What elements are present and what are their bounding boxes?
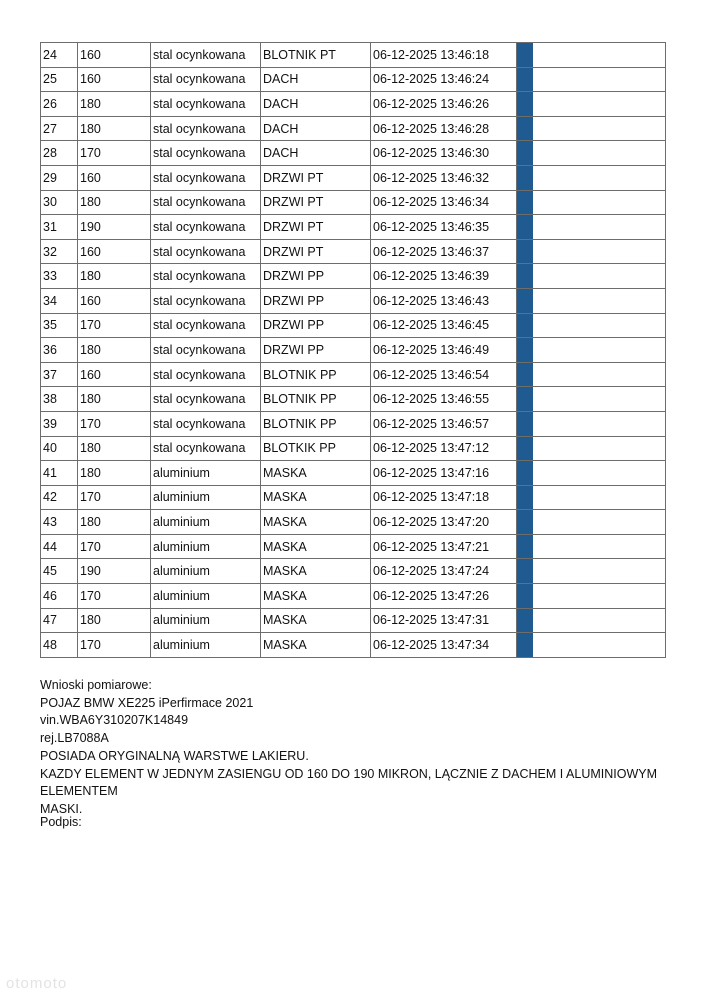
- indicator-bar: [517, 215, 533, 240]
- element-cell: BLOTNIK PT: [261, 43, 371, 68]
- timestamp-cell: 06-12-2025 13:46:26: [371, 92, 517, 117]
- table-row: [41, 608, 666, 633]
- indicator-cell: [517, 411, 666, 436]
- material-cell: stal ocynkowana: [151, 92, 261, 117]
- table-row: [41, 313, 666, 338]
- thickness-range-line-1: KAZDY ELEMENT W JEDNYM ZASIENGU OD 160 DO 190 MIKRON, LĄCZNIE Z DACHEM I ALUMINIOWYM ELEMENTEM: [40, 766, 658, 799]
- row-number-cell: 25: [41, 67, 78, 92]
- timestamp-cell: 06-12-2025 13:47:16: [371, 461, 517, 486]
- thickness-cell: 180: [78, 338, 151, 363]
- material-cell: stal ocynkowana: [151, 215, 261, 240]
- timestamp-cell: 06-12-2025 13:46:34: [371, 190, 517, 215]
- element-cell: DRZWI PP: [261, 313, 371, 338]
- thickness-cell: 170: [78, 534, 151, 559]
- material-cell: stal ocynkowana: [151, 190, 261, 215]
- indicator-cell: [517, 633, 666, 658]
- material-cell: stal ocynkowana: [151, 264, 261, 289]
- element-cell: DACH: [261, 141, 371, 166]
- element-cell: BLOTKIK PP: [261, 436, 371, 461]
- row-number-cell: 37: [41, 362, 78, 387]
- indicator-bar: [517, 362, 533, 387]
- row-number-cell: 33: [41, 264, 78, 289]
- timestamp-cell: 06-12-2025 13:47:26: [371, 584, 517, 609]
- indicator-cell: [517, 313, 666, 338]
- row-number-cell: 44: [41, 534, 78, 559]
- indicator-bar: [517, 534, 533, 559]
- row-number-cell: 27: [41, 116, 78, 141]
- indicator-bar: [517, 165, 533, 190]
- element-cell: DACH: [261, 116, 371, 141]
- timestamp-cell: 06-12-2025 13:47:34: [371, 633, 517, 658]
- indicator-cell: [517, 67, 666, 92]
- element-cell: DRZWI PP: [261, 264, 371, 289]
- table-row: [41, 190, 666, 215]
- thickness-cell: 180: [78, 510, 151, 535]
- row-number-cell: 43: [41, 510, 78, 535]
- material-cell: stal ocynkowana: [151, 43, 261, 68]
- table-row: [41, 411, 666, 436]
- thickness-cell: 180: [78, 116, 151, 141]
- table-row: [41, 510, 666, 535]
- measurement-table-body: [41, 43, 666, 658]
- indicator-bar: [517, 116, 533, 141]
- material-cell: stal ocynkowana: [151, 313, 261, 338]
- thickness-cell: 170: [78, 313, 151, 338]
- row-number-cell: 30: [41, 190, 78, 215]
- thickness-cell: 170: [78, 411, 151, 436]
- material-cell: aluminium: [151, 534, 261, 559]
- material-cell: aluminium: [151, 633, 261, 658]
- indicator-bar: [517, 313, 533, 338]
- timestamp-cell: 06-12-2025 13:46:54: [371, 362, 517, 387]
- thickness-cell: 160: [78, 288, 151, 313]
- table-row: [41, 264, 666, 289]
- timestamp-cell: 06-12-2025 13:46:37: [371, 239, 517, 264]
- element-cell: DRZWI PT: [261, 165, 371, 190]
- indicator-bar: [517, 338, 533, 363]
- thickness-cell: 180: [78, 92, 151, 117]
- indicator-cell: [517, 485, 666, 510]
- indicator-cell: [517, 116, 666, 141]
- table-row: [41, 239, 666, 264]
- conclusions-heading: Wnioski pomiarowe:: [40, 678, 152, 692]
- material-cell: stal ocynkowana: [151, 362, 261, 387]
- indicator-bar: [517, 67, 533, 92]
- indicator-bar: [517, 584, 533, 609]
- thickness-cell: 180: [78, 387, 151, 412]
- timestamp-cell: 06-12-2025 13:47:31: [371, 608, 517, 633]
- element-cell: MASKA: [261, 485, 371, 510]
- timestamp-cell: 06-12-2025 13:46:39: [371, 264, 517, 289]
- table-row: [41, 461, 666, 486]
- row-number-cell: 39: [41, 411, 78, 436]
- table-row: [41, 485, 666, 510]
- element-cell: DACH: [261, 92, 371, 117]
- table-row: [41, 43, 666, 68]
- element-cell: DACH: [261, 67, 371, 92]
- row-number-cell: 40: [41, 436, 78, 461]
- indicator-bar: [517, 92, 533, 117]
- thickness-cell: 170: [78, 485, 151, 510]
- table-row: [41, 559, 666, 584]
- thickness-cell: 180: [78, 264, 151, 289]
- material-cell: aluminium: [151, 608, 261, 633]
- material-cell: aluminium: [151, 584, 261, 609]
- material-cell: aluminium: [151, 559, 261, 584]
- row-number-cell: 46: [41, 584, 78, 609]
- material-cell: stal ocynkowana: [151, 436, 261, 461]
- thickness-cell: 180: [78, 608, 151, 633]
- indicator-bar: [517, 43, 533, 68]
- watermark: otomoto: [6, 975, 68, 992]
- row-number-cell: 42: [41, 485, 78, 510]
- material-cell: stal ocynkowana: [151, 239, 261, 264]
- indicator-bar: [517, 559, 533, 584]
- thickness-range-line-2: MASKI.: [40, 801, 83, 816]
- element-cell: MASKA: [261, 510, 371, 535]
- indicator-cell: [517, 584, 666, 609]
- indicator-cell: [517, 436, 666, 461]
- material-cell: stal ocynkowana: [151, 165, 261, 190]
- table-row: [41, 534, 666, 559]
- table-row: [41, 92, 666, 117]
- element-cell: DRZWI PT: [261, 215, 371, 240]
- element-cell: MASKA: [261, 608, 371, 633]
- table-row: [41, 584, 666, 609]
- thickness-cell: 180: [78, 190, 151, 215]
- timestamp-cell: 06-12-2025 13:46:28: [371, 116, 517, 141]
- indicator-cell: [517, 43, 666, 68]
- timestamp-cell: 06-12-2025 13:47:24: [371, 559, 517, 584]
- row-number-cell: 29: [41, 165, 78, 190]
- element-cell: MASKA: [261, 584, 371, 609]
- material-cell: stal ocynkowana: [151, 116, 261, 141]
- thickness-cell: 160: [78, 43, 151, 68]
- row-number-cell: 47: [41, 608, 78, 633]
- table-row: [41, 67, 666, 92]
- thickness-cell: 170: [78, 633, 151, 658]
- thickness-cell: 170: [78, 584, 151, 609]
- indicator-bar: [517, 288, 533, 313]
- table-row: [41, 436, 666, 461]
- element-cell: MASKA: [261, 461, 371, 486]
- indicator-bar: [517, 411, 533, 436]
- table-row: [41, 338, 666, 363]
- thickness-cell: 160: [78, 362, 151, 387]
- element-cell: BLOTNIK PP: [261, 362, 371, 387]
- timestamp-cell: 06-12-2025 13:46:24: [371, 67, 517, 92]
- row-number-cell: 45: [41, 559, 78, 584]
- timestamp-cell: 06-12-2025 13:46:35: [371, 215, 517, 240]
- indicator-bar: [517, 608, 533, 633]
- thickness-cell: 190: [78, 559, 151, 584]
- indicator-cell: [517, 461, 666, 486]
- row-number-cell: 31: [41, 215, 78, 240]
- table-row: [41, 141, 666, 166]
- indicator-cell: [517, 387, 666, 412]
- indicator-cell: [517, 215, 666, 240]
- element-cell: DRZWI PP: [261, 288, 371, 313]
- table-row: [41, 116, 666, 141]
- material-cell: stal ocynkowana: [151, 67, 261, 92]
- indicator-cell: [517, 288, 666, 313]
- element-cell: BLOTNIK PP: [261, 411, 371, 436]
- material-cell: stal ocynkowana: [151, 288, 261, 313]
- indicator-cell: [517, 362, 666, 387]
- indicator-cell: [517, 239, 666, 264]
- table-row: [41, 165, 666, 190]
- timestamp-cell: 06-12-2025 13:46:43: [371, 288, 517, 313]
- indicator-bar: [517, 239, 533, 264]
- material-cell: stal ocynkowana: [151, 387, 261, 412]
- indicator-bar: [517, 190, 533, 215]
- thickness-cell: 190: [78, 215, 151, 240]
- indicator-cell: [517, 92, 666, 117]
- thickness-cell: 170: [78, 141, 151, 166]
- vehicle-model: POJAZ BMW XE225 iPerfirmace 2021: [40, 695, 254, 710]
- element-cell: MASKA: [261, 633, 371, 658]
- row-number-cell: 28: [41, 141, 78, 166]
- indicator-cell: [517, 559, 666, 584]
- indicator-bar: [517, 485, 533, 510]
- thickness-cell: 160: [78, 239, 151, 264]
- element-cell: DRZWI PT: [261, 190, 371, 215]
- table-row: [41, 633, 666, 658]
- indicator-bar: [517, 461, 533, 486]
- indicator-bar: [517, 141, 533, 166]
- measurement-table: [40, 42, 666, 658]
- timestamp-cell: 06-12-2025 13:46:55: [371, 387, 517, 412]
- thickness-cell: 160: [78, 67, 151, 92]
- element-cell: MASKA: [261, 534, 371, 559]
- conclusions-block: [40, 677, 670, 819]
- indicator-cell: [517, 608, 666, 633]
- registration-number: rej.LB7088A: [40, 731, 109, 746]
- indicator-bar: [517, 510, 533, 535]
- indicator-bar: [517, 387, 533, 412]
- row-number-cell: 36: [41, 338, 78, 363]
- table-row: [41, 288, 666, 313]
- timestamp-cell: 06-12-2025 13:47:18: [371, 485, 517, 510]
- row-number-cell: 35: [41, 313, 78, 338]
- indicator-bar: [517, 264, 533, 289]
- timestamp-cell: 06-12-2025 13:46:45: [371, 313, 517, 338]
- vin-number: vin.WBA6Y310207K14849: [40, 713, 189, 728]
- table-row: [41, 215, 666, 240]
- material-cell: aluminium: [151, 485, 261, 510]
- timestamp-cell: 06-12-2025 13:47:12: [371, 436, 517, 461]
- indicator-cell: [517, 264, 666, 289]
- signature-label: Podpis:: [40, 815, 82, 829]
- thickness-cell: 180: [78, 461, 151, 486]
- indicator-cell: [517, 534, 666, 559]
- material-cell: stal ocynkowana: [151, 141, 261, 166]
- indicator-cell: [517, 165, 666, 190]
- timestamp-cell: 06-12-2025 13:47:20: [371, 510, 517, 535]
- indicator-cell: [517, 338, 666, 363]
- timestamp-cell: 06-12-2025 13:46:57: [371, 411, 517, 436]
- row-number-cell: 26: [41, 92, 78, 117]
- element-cell: DRZWI PP: [261, 338, 371, 363]
- thickness-cell: 180: [78, 436, 151, 461]
- material-cell: aluminium: [151, 461, 261, 486]
- indicator-cell: [517, 510, 666, 535]
- table-row: [41, 387, 666, 412]
- indicator-bar: [517, 436, 533, 461]
- timestamp-cell: 06-12-2025 13:46:18: [371, 43, 517, 68]
- material-cell: stal ocynkowana: [151, 411, 261, 436]
- timestamp-cell: 06-12-2025 13:46:32: [371, 165, 517, 190]
- row-number-cell: 32: [41, 239, 78, 264]
- element-cell: BLOTNIK PP: [261, 387, 371, 412]
- row-number-cell: 41: [41, 461, 78, 486]
- indicator-cell: [517, 141, 666, 166]
- timestamp-cell: 06-12-2025 13:46:30: [371, 141, 517, 166]
- timestamp-cell: 06-12-2025 13:46:49: [371, 338, 517, 363]
- row-number-cell: 34: [41, 288, 78, 313]
- indicator-bar: [517, 633, 533, 658]
- material-cell: stal ocynkowana: [151, 338, 261, 363]
- material-cell: aluminium: [151, 510, 261, 535]
- element-cell: MASKA: [261, 559, 371, 584]
- element-cell: DRZWI PT: [261, 239, 371, 264]
- indicator-cell: [517, 190, 666, 215]
- row-number-cell: 24: [41, 43, 78, 68]
- thickness-cell: 160: [78, 165, 151, 190]
- timestamp-cell: 06-12-2025 13:47:21: [371, 534, 517, 559]
- row-number-cell: 38: [41, 387, 78, 412]
- paint-status: POSIADA ORYGINALNĄ WARSTWE LAKIERU.: [40, 748, 309, 763]
- row-number-cell: 48: [41, 633, 78, 658]
- table-row: [41, 362, 666, 387]
